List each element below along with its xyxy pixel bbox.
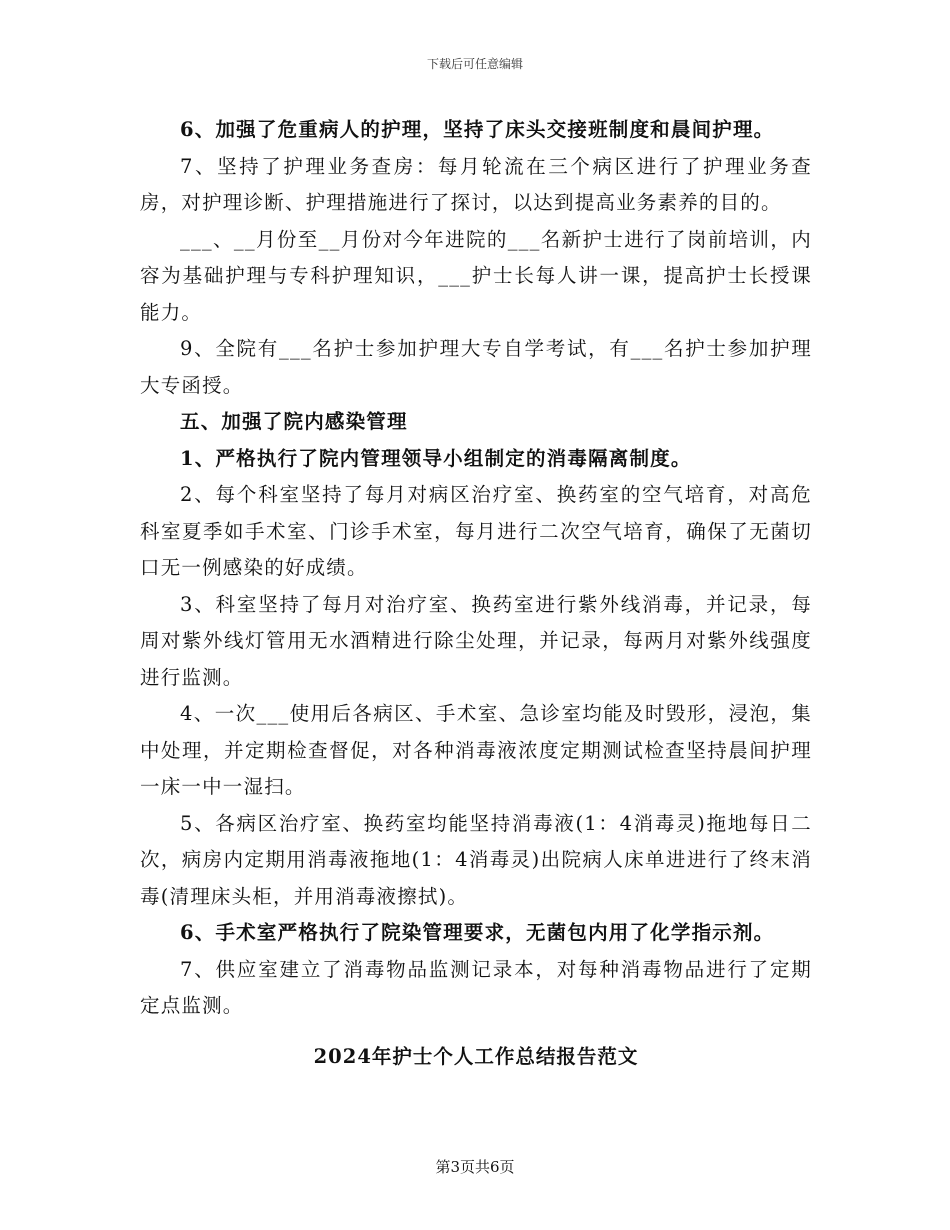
paragraph-6-operating-room: 6、手术室严格执行了院染管理要求，无菌包内用了化学指示剂。 [180, 921, 775, 944]
paragraph-4-disposal: 4、一次___使用后各病区、手术室、急诊室均能及时毁形，浸泡，集中处理，并定期检查督促，对各种消毒液浓度定期测试检查坚持晨间护理一床一中一湿扫。 [140, 702, 812, 798]
document-body [140, 112, 812, 1075]
paragraph-7-ward-rounds: 7、坚持了护理业务查房：每月轮流在三个病区进行了护理业务查房，对护理诊断、护理措施进行了探讨，以达到提高业务素养的目的。 [140, 154, 812, 214]
paragraph-6-critical-care: 6、加强了危重病人的护理，坚持了床头交接班制度和晨间护理。 [180, 118, 775, 141]
paragraph-5-mopping: 5、各病区治疗室、换药室均能坚持消毒液(1：4消毒灵)拖地每日二次，病房内定期用消毒液拖地(1：4消毒灵)出院病人床单进进行了终末消毒(清理床头柜，并用消毒液擦拭)。 [140, 811, 812, 908]
page-header: 下载后可任意编辑 [426, 57, 523, 71]
section-title: 2024年护士个人工作总结报告范文 [313, 1044, 639, 1068]
paragraph-3-uv-disinfection: 3、科室坚持了每月对治疗室、换药室进行紫外线消毒，并记录，每周对紫外线灯管用无水酒精进行除尘处理，并记录，每两月对紫外线强度进行监测。 [140, 592, 812, 689]
paragraph-9-exams: 9、全院有___名护士参加护理大专自学考试，有___名护士参加护理大专函授。 [140, 337, 812, 397]
paragraph-2-air-culture: 2、每个科室坚持了每月对病区治疗室、换药室的空气培育，对高危科室夏季如手术室、门诊手术室，每月进行二次空气培育，确保了无菌切口无一例感染的好成绩。 [140, 483, 812, 579]
paragraph-1-disinfection-system: 1、严格执行了院内管理领导小组制定的消毒隔离制度。 [180, 446, 692, 470]
page-number: 第3页共6页 [435, 1158, 515, 1176]
section-heading-infection-control: 五、加强了院内感染管理 [180, 410, 408, 433]
paragraph-7-supply-room: 7、供应室建立了消毒物品监测记录本，对每种消毒物品进行了定期定点监测。 [140, 957, 812, 1017]
paragraph-8-new-nurse-training: ___、__月份至__月份对今年进院的___名新护士进行了岗前培训，内容为基础护理与专科护理知识，___护士长每人讲一课，提高护士长授课能力。 [140, 227, 812, 324]
